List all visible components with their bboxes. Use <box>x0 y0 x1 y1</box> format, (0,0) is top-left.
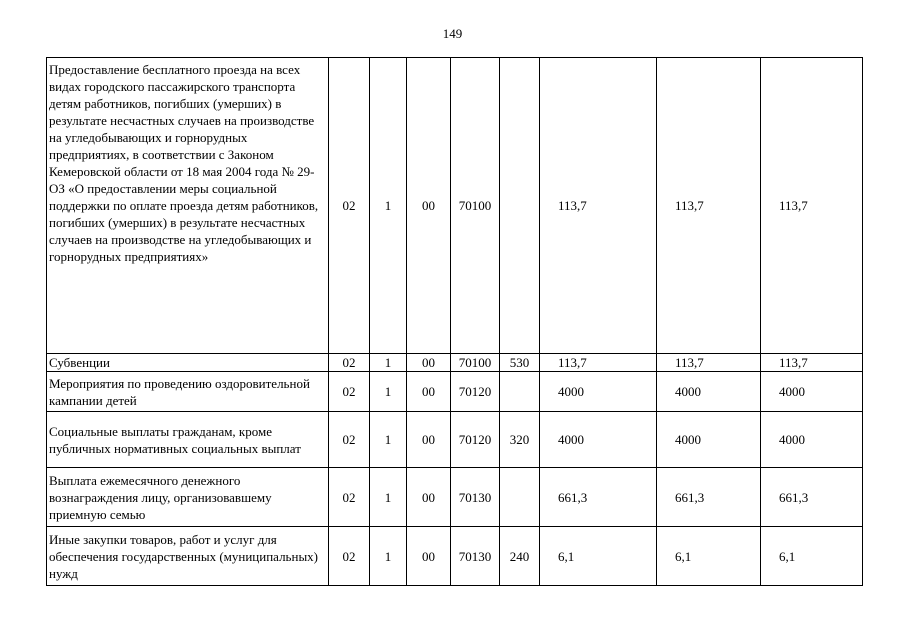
program-code: 1 <box>370 468 407 527</box>
table-row <box>47 58 863 354</box>
expense-type-code <box>500 58 540 354</box>
expense-type-code <box>500 372 540 412</box>
subprogram-code: 00 <box>407 58 451 354</box>
direction-code: 70100 <box>451 354 500 372</box>
program-code: 1 <box>370 412 407 468</box>
value-3: 113,7 <box>761 58 863 354</box>
value-3: 4000 <box>761 412 863 468</box>
subprogram-code: 00 <box>407 372 451 412</box>
value-1: 6,1 <box>540 527 657 586</box>
direction-code: 70100 <box>451 58 500 354</box>
value-3: 661,3 <box>761 468 863 527</box>
section-code: 02 <box>329 354 370 372</box>
value-1: 113,7 <box>540 354 657 372</box>
section-code: 02 <box>329 58 370 354</box>
value-1: 4000 <box>540 372 657 412</box>
section-code: 02 <box>329 527 370 586</box>
value-2: 6,1 <box>657 527 761 586</box>
value-1: 4000 <box>540 412 657 468</box>
value-3: 6,1 <box>761 527 863 586</box>
budget-table <box>46 57 863 586</box>
expense-type-code: 240 <box>500 527 540 586</box>
subprogram-code: 00 <box>407 354 451 372</box>
value-2: 113,7 <box>657 354 761 372</box>
value-2: 113,7 <box>657 58 761 354</box>
row-name: Мероприятия по проведению оздоровительной кампании детей <box>47 372 329 412</box>
value-2: 4000 <box>657 372 761 412</box>
value-2: 661,3 <box>657 468 761 527</box>
row-name: Выплата ежемесячного денежного вознаграждения лицу, организовавшему приемную семью <box>47 468 329 527</box>
section-code: 02 <box>329 468 370 527</box>
value-1: 661,3 <box>540 468 657 527</box>
page-number: 149 <box>442 26 463 41</box>
direction-code: 70130 <box>451 468 500 527</box>
program-code: 1 <box>370 58 407 354</box>
table-row <box>47 468 863 527</box>
section-code: 02 <box>329 412 370 468</box>
value-2: 4000 <box>657 412 761 468</box>
program-code: 1 <box>370 527 407 586</box>
table-row <box>47 354 863 372</box>
row-name: Предоставление бесплатного проезда на всех видах городского пассажирского транспорта детям работников, погибших (умерших) в результате несчастных случаев на производстве на угледобывающих и горнорудных предприятиях, в соответствии с Законом Кемеровской области от 18 мая 2004 года № 29-ОЗ «О предоставлении меры социальной поддержки по оплате проезда детям работников, погибших (умерших) в результате несчастных случаев на производстве на угледобывающих и горнорудных предприятиях» <box>47 58 329 354</box>
subprogram-code: 00 <box>407 412 451 468</box>
expense-type-code: 530 <box>500 354 540 372</box>
row-name: Социальные выплаты гражданам, кроме публичных нормативных социальных выплат <box>47 412 329 468</box>
subprogram-code: 00 <box>407 468 451 527</box>
subprogram-code: 00 <box>407 527 451 586</box>
value-3: 4000 <box>761 372 863 412</box>
row-name: Субвенции <box>47 354 329 372</box>
table-row <box>47 372 863 412</box>
table-row <box>47 527 863 586</box>
direction-code: 70130 <box>451 527 500 586</box>
table-row <box>47 412 863 468</box>
row-name: Иные закупки товаров, работ и услуг для обеспечения государственных (муниципальных) нужд <box>47 527 329 586</box>
direction-code: 70120 <box>451 372 500 412</box>
program-code: 1 <box>370 372 407 412</box>
expense-type-code <box>500 468 540 527</box>
section-code: 02 <box>329 372 370 412</box>
value-3: 113,7 <box>761 354 863 372</box>
expense-type-code: 320 <box>500 412 540 468</box>
value-1: 113,7 <box>540 58 657 354</box>
direction-code: 70120 <box>451 412 500 468</box>
program-code: 1 <box>370 354 407 372</box>
